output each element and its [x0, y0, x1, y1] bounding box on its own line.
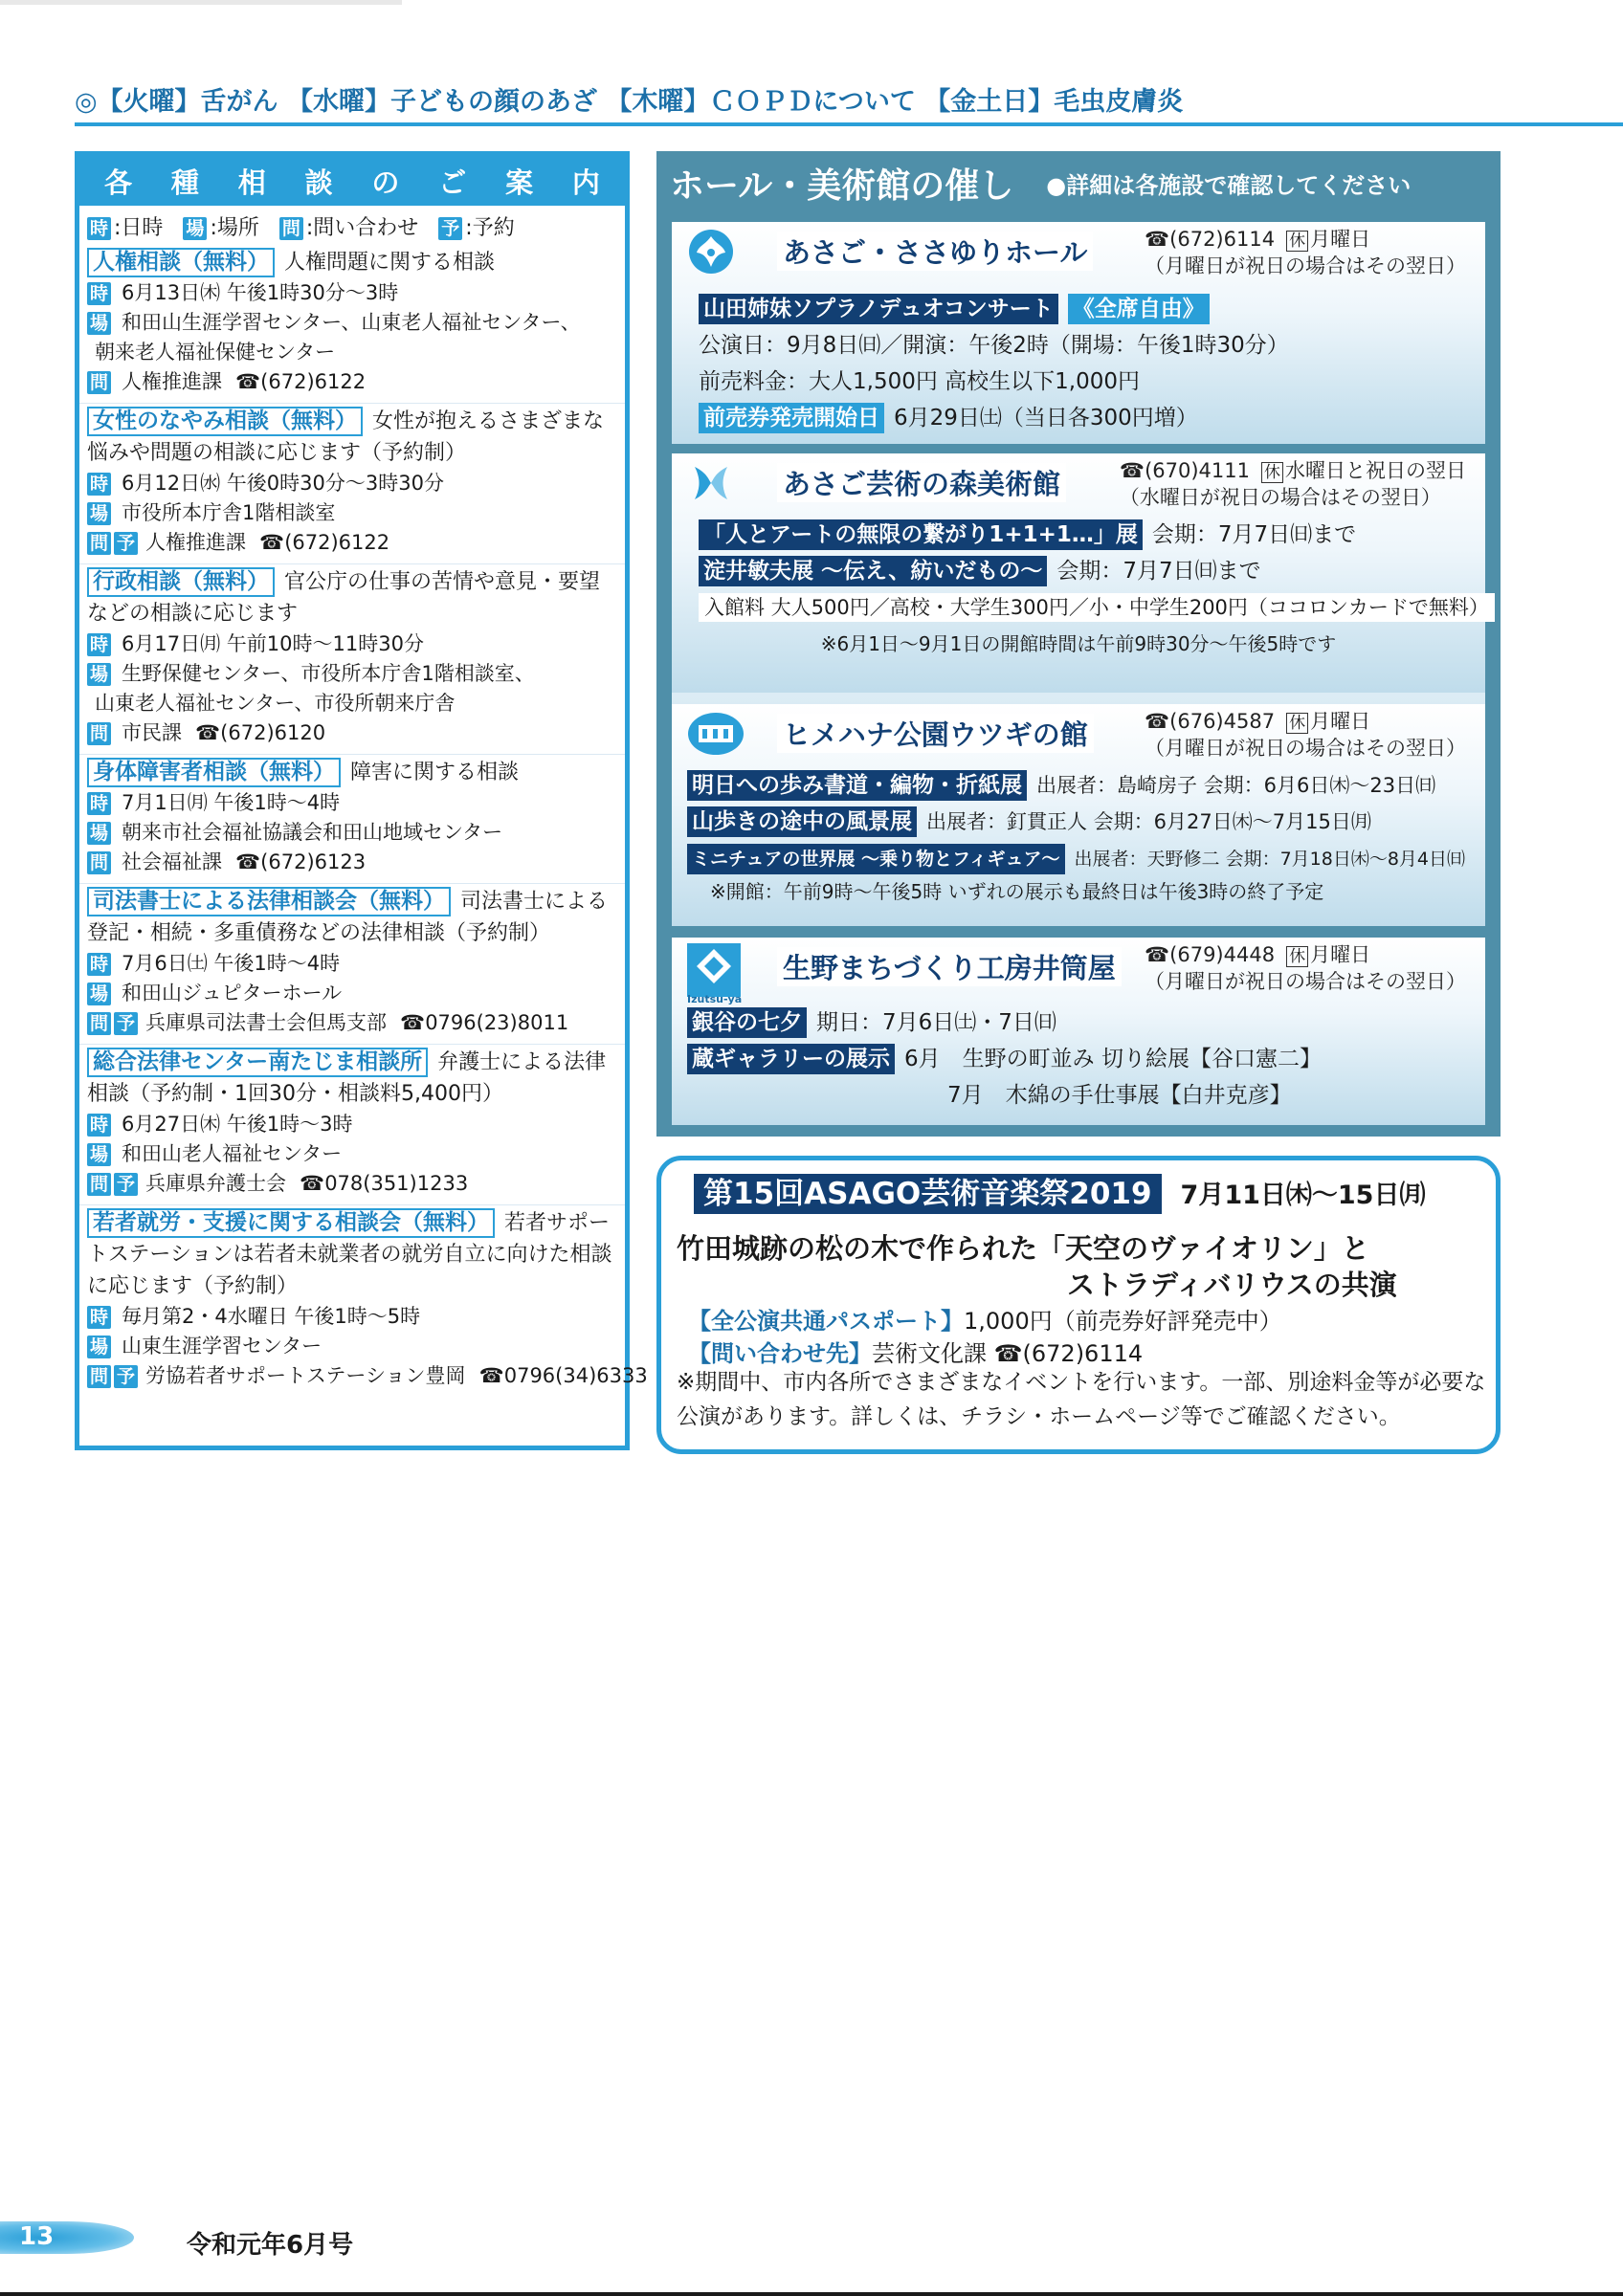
closed-day: 水曜日と祝日の翌日 [1285, 459, 1466, 482]
title-char: 種 [170, 166, 199, 199]
contact-phone: ☎(672)6122 [259, 531, 390, 554]
concert-price: 前売料金：大人1,500円 高校生以下1,000円 [699, 369, 1140, 394]
consultation-title: 司法書士による法律相談会（無料） [87, 887, 451, 916]
consultation-detail-row [87, 469, 617, 498]
utsugi-house-icon [687, 710, 745, 758]
venue-phone: ☎(676)4587 [1145, 710, 1276, 733]
consultation-detail-row [87, 308, 617, 338]
row-tag: 問 [87, 371, 111, 394]
row-tag: 場 [87, 982, 111, 1005]
row-text: 兵庫県司法書士会但馬支部 [145, 1011, 388, 1034]
row-tag: 時 [87, 1114, 111, 1137]
consultation-detail-row [87, 788, 617, 818]
consultation-detail-row [87, 528, 617, 558]
consultation-description: 若者サポートステーションは若者未就業者の就労自立に向けた相談に応じます（予約制） [87, 1211, 612, 1298]
row-text: 6月12日㈬ 午後0時30分～3時30分 [122, 472, 444, 495]
row-tag: 場 [87, 663, 111, 686]
consultation-detail-row [87, 1332, 617, 1361]
exhibition-period: 会期：7月7日㈰まで [1151, 522, 1357, 547]
row-text: 労協若者サポートステーション豊岡 [145, 1364, 466, 1387]
event-title: 銀谷の七夕 [687, 1007, 807, 1038]
legend-tag: 予 [438, 217, 462, 240]
consultation-detail-row [87, 629, 617, 659]
exhibition-info: 出展者：釘貫正人 会期：6月27日㈭～7月15日㈪ [926, 810, 1371, 833]
consultation-detail-row [87, 848, 617, 877]
seat-info: 《全席自由》 [1068, 294, 1210, 324]
consultation-title: 女性のなやみ相談（無料） [87, 407, 363, 436]
closed-note: （水曜日が祝日の場合はその翌日） [1119, 486, 1441, 509]
exhibition-title: 淀井敏夫展 ～伝え、紡いだもの～ [699, 556, 1047, 586]
venue-name: あさご芸術の森美術館 [777, 463, 1066, 502]
legend-tag: 場 [183, 217, 207, 240]
legend-text: :問い合わせ [305, 216, 419, 240]
closed-day: 月曜日 [1310, 228, 1371, 251]
row-tag: 場 [87, 822, 111, 845]
contact-label: 【問い合わせ先】 [688, 1340, 872, 1367]
title-char: ご [438, 166, 467, 199]
consultation-detail-row [87, 689, 617, 718]
consultation-guide-title [79, 156, 625, 206]
izutsuya-logo-icon [687, 943, 741, 997]
legend-text: :日時 [114, 216, 164, 240]
legend-text: :場所 [210, 216, 259, 240]
row-text: 人権推進課 [145, 531, 247, 554]
row-tag: 場 [87, 1336, 111, 1358]
consultation-item [79, 563, 625, 754]
row-tag: 時 [87, 282, 111, 305]
closed-mark: 休 [1286, 713, 1308, 734]
row-tag: 時 [87, 1306, 111, 1329]
admission-fee: 入館料 大人500円／高校・大学生300円／小・中学生200円（ココロンカードで無料） [699, 593, 1495, 622]
row-tag: 予 [114, 1365, 138, 1388]
closed-note: （月曜日が祝日の場合はその翌日） [1145, 254, 1466, 277]
consultation-description: 司法書士による登記・相続・多重債務などの法律相談（予約制） [87, 890, 609, 945]
consultation-detail-row [87, 1008, 617, 1038]
row-text: 和田山老人福祉センター [122, 1142, 343, 1165]
contact-phone: ☎0796(34)6333 [478, 1364, 648, 1387]
event-info: 期日：7月6日㈯・7日㈰ [816, 1010, 1056, 1035]
row-tag: 問 [87, 532, 111, 555]
opening-note: ※開館：午前9時～午後5時 いずれの展示も最終日は午後3時の終了予定 [710, 880, 1324, 903]
contact-phone: ☎(672)6123 [235, 850, 367, 873]
row-text: 6月13日㈭ 午後1時30分～3時 [122, 281, 399, 304]
hours-note: ※6月1日～9月1日の開館時間は午前9時30分～午後5時です [820, 632, 1337, 655]
title-char: 各 [104, 166, 133, 199]
concert-title: 山田姉妹ソプラノデュオコンサート [699, 294, 1058, 324]
consultation-item [79, 883, 625, 1044]
row-text: 6月17日㈪ 午前10時～11時30分 [122, 632, 424, 655]
row-tag: 時 [87, 953, 111, 976]
page-number: 13 [19, 2222, 55, 2251]
contact-phone: ☎(672)6122 [235, 370, 367, 393]
row-text: 和田山ジュピターホール [122, 982, 343, 1004]
exhibition-title: 山歩きの途中の風景展 [687, 806, 917, 837]
consultation-guide-box [75, 151, 648, 1450]
consultation-detail-row [87, 498, 617, 528]
exhibition-title: ミニチュアの世界展 ～乗り物とフィギュア～ [687, 844, 1065, 874]
closed-day: 月曜日 [1310, 710, 1371, 733]
row-tag: 場 [87, 1143, 111, 1166]
concert-date: 公演日：9月8日㈰／開演：午後2時（開場：午後1時30分） [699, 333, 1289, 358]
closed-mark: 休 [1261, 462, 1283, 483]
row-text: 朝来老人福祉保健センター [95, 341, 336, 364]
exhibition-info: 出展者：島崎房子 会期：6月6日㈭～23日㈰ [1036, 774, 1436, 797]
consultation-detail-row [87, 1110, 617, 1139]
title-char: 案 [505, 166, 534, 199]
row-text: 社会福祉課 [122, 850, 223, 873]
row-text: 市役所本庁舎1階相談室 [122, 501, 336, 524]
venue-name: 生野まちづくり工房井筒屋 [777, 947, 1122, 986]
row-text: 6月27日㈭ 午後1時～3時 [122, 1113, 353, 1136]
row-text: 朝来市社会福祉協議会和田山地域センター [122, 821, 503, 844]
title-char: 内 [571, 166, 600, 199]
consultation-title: 総合法律センター南たじま相談所 [87, 1048, 428, 1077]
title-char: 談 [304, 166, 333, 199]
consultation-detail-row [87, 338, 617, 367]
consultation-item [79, 245, 625, 403]
venue-contact [1120, 457, 1466, 511]
consultation-detail-row [87, 718, 617, 748]
consultation-detail-row [87, 1302, 617, 1332]
exhibition-title: 「人とアートの無限の繋がり1+1+1…」展 [699, 519, 1143, 550]
contact-phone: ☎078(351)1233 [300, 1172, 469, 1195]
consultation-item [79, 1204, 648, 1397]
festival-title: 第15回ASAGO芸術音楽祭2019 [694, 1174, 1162, 1214]
closed-note: （月曜日が祝日の場合はその翌日） [1145, 737, 1466, 760]
consultation-item [79, 1044, 625, 1204]
legend-tag: 時 [87, 217, 111, 240]
museum-logo-icon [687, 459, 735, 507]
contact-info: 芸術文化課 ☎(672)6114 [872, 1340, 1144, 1367]
consultation-detail-row [87, 1139, 617, 1169]
event-info: 7月 木綿の手仕事展【白井克彦】 [947, 1083, 1292, 1108]
festival-dates: 7月11日㈭～15日㈪ [1180, 1181, 1426, 1210]
venue-sasayuri-hall [672, 222, 1485, 444]
row-text: 市民課 [122, 721, 183, 744]
festival-lead: ストラディバリウスの共演 [1067, 1269, 1397, 1301]
row-tag: 時 [87, 473, 111, 496]
closed-mark: 休 [1286, 946, 1308, 967]
consultation-title: 行政相談（無料） [87, 567, 275, 597]
venue-contact [1145, 226, 1466, 279]
venue-himehana [672, 704, 1485, 926]
row-text: 山東老人福祉センター、市役所朝来庁舎 [95, 692, 456, 715]
consultation-description: 弁護士による法律相談（予約制・1回30分・相談料5,400円） [87, 1050, 607, 1106]
health-topics-header: ◎【火曜】舌がん 【水曜】子どもの顔のあざ 【木曜】ＣＯＰＤについて 【金土日】毛虫皮膚炎 [75, 87, 1184, 117]
consultation-detail-row [87, 278, 617, 308]
sale-label: 前売券発売開始日 [699, 403, 884, 433]
row-tag: 時 [87, 633, 111, 656]
row-text: 人権推進課 [122, 370, 223, 393]
event-title: 蔵ギャラリーの展示 [687, 1044, 895, 1074]
venue-phone: ☎(670)4111 [1119, 459, 1250, 482]
venue-contact [1145, 941, 1466, 995]
consultation-detail-row [87, 367, 617, 397]
consultation-detail-row [87, 949, 617, 979]
row-tag: 場 [87, 312, 111, 335]
events-title: ホール・美術館の催し [670, 166, 1014, 206]
header-rule [75, 122, 1623, 126]
closed-note: （月曜日が祝日の場合はその翌日） [1145, 970, 1466, 993]
exhibition-period: 会期：7月7日㈰まで [1056, 559, 1261, 584]
row-tag: 問 [87, 1365, 111, 1388]
izutsuya-logo-text: Izutsu-ya [687, 993, 743, 1005]
consultation-title: 若者就労・支援に関する相談会（無料） [87, 1208, 495, 1238]
row-tag: 予 [114, 1012, 138, 1035]
venue-name: あさご・ささゆりホール [777, 232, 1093, 271]
closed-mark: 休 [1286, 231, 1308, 252]
venue-phone: ☎(672)6114 [1145, 228, 1276, 251]
row-tag: 予 [114, 532, 138, 555]
venue-art-museum-card [672, 453, 1489, 693]
bottom-rule [0, 2292, 1623, 2296]
top-decorative-line [0, 0, 402, 5]
consultation-detail-row [87, 659, 617, 689]
consultation-title: 人権相談（無料） [87, 248, 275, 277]
sale-date: 6月29日㈯（当日各300円増） [894, 406, 1198, 430]
festival-lead: 竹田城跡の松の木で作られた「天空のヴァイオリン」と [677, 1232, 1369, 1265]
consultation-list [79, 245, 648, 1397]
events-note: ●詳細は各施設で確認してください [1046, 171, 1412, 199]
legend [79, 206, 625, 245]
pass-info: 1,000円（前売券好評発売中） [964, 1308, 1282, 1335]
row-text: 山東生涯学習センター [122, 1335, 322, 1358]
venue-izutsuya [672, 938, 1485, 1125]
festival-note: ※期間中、市内各所でさまざまなイベントを行います。一部、別途料金等が必要な公演があります。詳しくは、チラシ・ホームページ等でご確認ください。 [677, 1370, 1486, 1429]
consultation-item [79, 754, 625, 883]
row-text: 7月1日㈪ 午後1時～4時 [122, 791, 341, 814]
row-text: 生野保健センター、市役所本庁舎1階相談室、 [122, 662, 535, 685]
issue-label: 令和元年6月号 [187, 2231, 354, 2260]
row-tag: 予 [114, 1173, 138, 1196]
lily-icon [687, 228, 735, 276]
consultation-description: 人権問題に関する相談 [284, 251, 496, 275]
row-tag: 問 [87, 1012, 111, 1035]
closed-day: 月曜日 [1310, 943, 1371, 966]
events-header [656, 151, 1501, 214]
consultation-detail-row [87, 1169, 617, 1199]
consultation-detail-row [87, 1361, 648, 1391]
title-char: の [371, 166, 400, 199]
venue-phone: ☎(679)4448 [1145, 943, 1276, 966]
consultation-description: 女性が抱えるさまざまな悩みや問題の相談に応じます（予約制） [87, 409, 605, 465]
consultation-description: 官公庁の仕事の苦情や意見・要望などの相談に応じます [87, 570, 601, 626]
contact-phone: ☎(672)6120 [195, 721, 326, 744]
venue-name: ヒメハナ公園ウツギの館 [777, 714, 1094, 753]
consultation-description: 障害に関する相談 [350, 761, 520, 784]
title-char: 相 [237, 166, 266, 199]
row-text: 毎月第2・4水曜日 午後1時～5時 [122, 1305, 421, 1328]
row-text: 7月6日㈯ 午後1時～4時 [122, 952, 341, 975]
consultation-item [79, 403, 625, 563]
consultation-title: 身体障害者相談（無料） [87, 758, 341, 787]
row-text: 和田山生涯学習センター、山東老人福祉センター、 [122, 311, 581, 334]
row-tag: 場 [87, 502, 111, 525]
exhibition-info: 出展者：天野修二 会期：7月18日㈭～8月4日㈰ [1074, 849, 1466, 870]
contact-phone: ☎0796(23)8011 [400, 1011, 569, 1034]
pass-label: 【全公演共通パスポート】 [688, 1308, 964, 1335]
venue-contact [1145, 708, 1466, 762]
legend-text: :予約 [465, 216, 515, 240]
consultation-detail-row [87, 818, 617, 848]
row-tag: 問 [87, 851, 111, 874]
event-info: 6月 生野の町並み 切り絵展【谷口憲二】 [904, 1047, 1322, 1071]
row-tag: 問 [87, 1173, 111, 1196]
row-tag: 時 [87, 792, 111, 815]
row-tag: 問 [87, 722, 111, 745]
exhibition-title: 明日への歩み書道・編物・折紙展 [687, 770, 1027, 801]
row-text: 兵庫県弁護士会 [145, 1172, 287, 1195]
consultation-detail-row [87, 979, 617, 1008]
festival-box [656, 1156, 1501, 1454]
legend-tag: 問 [279, 217, 303, 240]
